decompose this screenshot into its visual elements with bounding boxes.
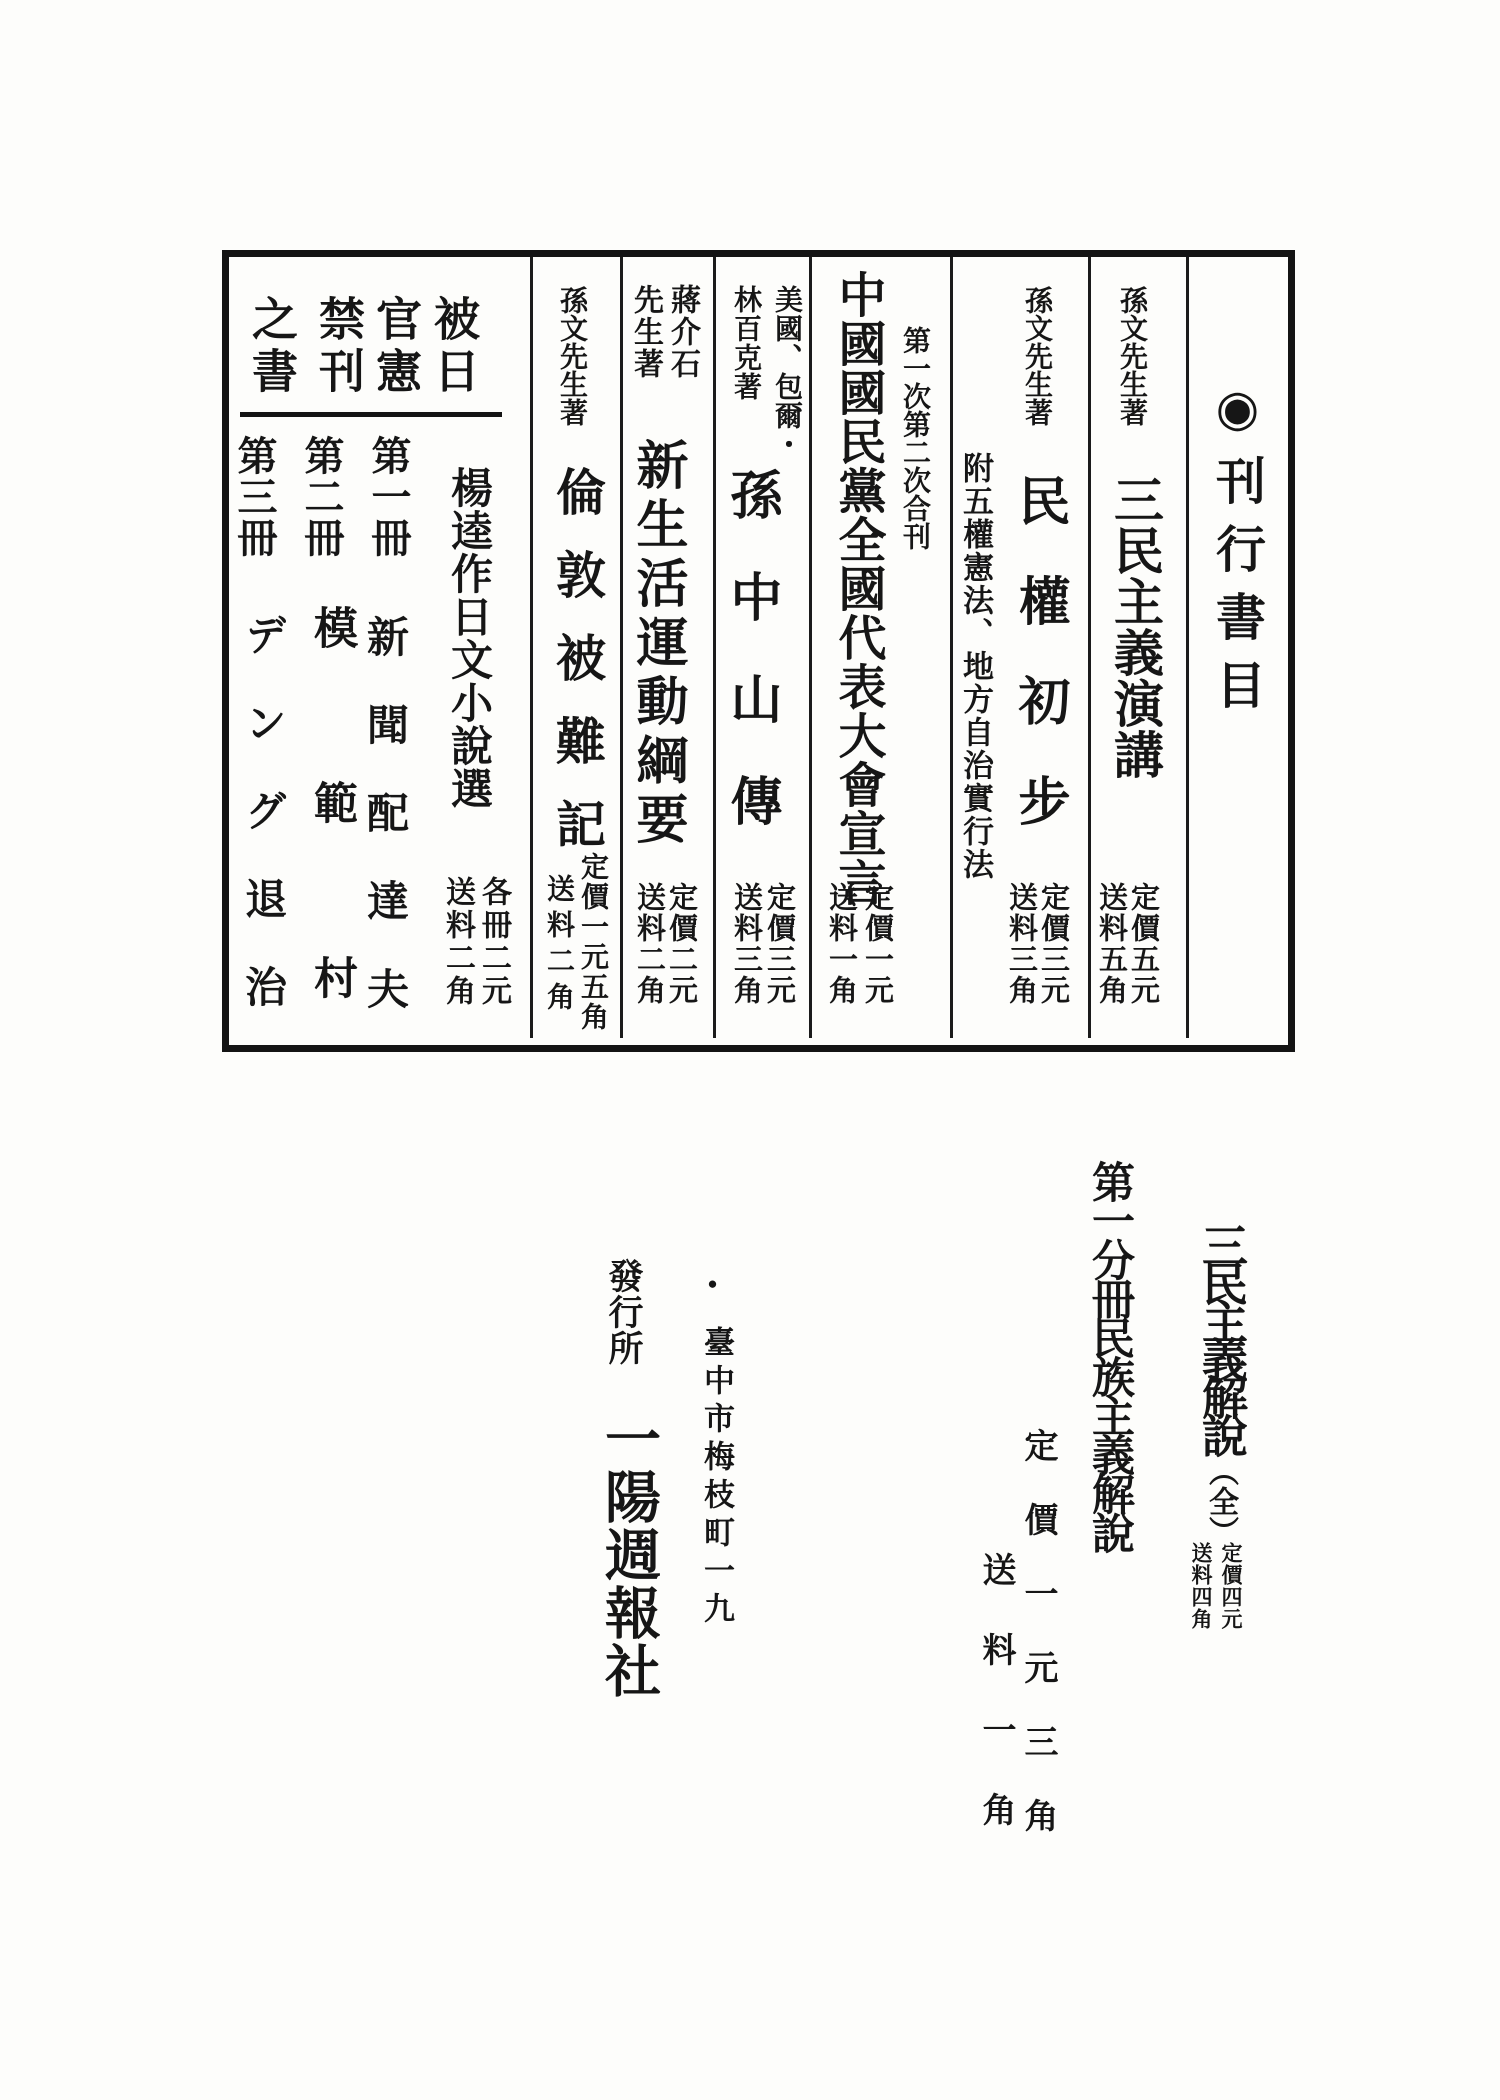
book-postage: 送料二角 [633, 882, 665, 1006]
fascicle-price: 定價一元三角 [1019, 1428, 1056, 1872]
series-title: 楊逵作日文小說選 [445, 466, 491, 810]
featured-volume-mark: （全） [1204, 1456, 1237, 1546]
column-divider [809, 257, 812, 1038]
volume-label: 第三冊 [232, 435, 277, 558]
fascicle-postage: 送料一角 [977, 1552, 1014, 1872]
book-price: 定價三元 [1037, 882, 1069, 1006]
featured-postage: 送料四角 [1189, 1542, 1213, 1630]
book-edition-note: 第一次第二次合刊 [899, 326, 930, 550]
column-divider [1186, 257, 1189, 1038]
catalog-title [1209, 378, 1265, 727]
series-price: 各冊二元 [477, 876, 510, 1008]
book-postage: 送料三角 [1005, 882, 1037, 1006]
book-title: 新生活運動綱要 [628, 438, 685, 851]
publisher-name: 一陽週報社 [597, 1410, 659, 1700]
fascicle-title: 第一分冊民族主義解說 [1086, 1160, 1133, 1550]
bullet-icon: ● [703, 1274, 722, 1293]
book-postage: 送料一角 [825, 882, 857, 1006]
book-price: 定價二元 [665, 882, 697, 1006]
banned-heading-part: 禁刊 [313, 295, 364, 399]
column-divider [620, 257, 623, 1038]
column-divider [1088, 257, 1091, 1038]
volume-label: 第二冊 [299, 435, 344, 558]
book-author: 先生著 [629, 284, 662, 380]
volume-label: 第一冊 [366, 435, 411, 558]
banned-heading-part: 官憲 [370, 295, 421, 399]
book-title: 中國國民黨全國代表大會宣言 [831, 270, 884, 907]
book-price: 定價一元五角 [577, 852, 608, 1032]
book-author: 孫文先生著 [1021, 286, 1052, 426]
book-price: 定價五元 [1127, 882, 1159, 1006]
banned-heading-part: 之書 [246, 295, 297, 399]
series-postage: 送料二角 [441, 876, 474, 1008]
book-note: 附五權憲法、地方自治實行法 [958, 452, 993, 881]
book-author: 孫文先生著 [556, 286, 587, 426]
book-price: 定價三元 [763, 882, 795, 1006]
book-price: 定價一元 [861, 882, 893, 1006]
volume-name: デング退治 [239, 613, 285, 1053]
volume-name: 新聞配達夫 [361, 615, 407, 1055]
book-postage: 送料二角 [543, 874, 574, 1018]
book-author: 蔣介石 [666, 284, 699, 380]
publisher-address: 臺中市梅枝町一九 [699, 1326, 734, 1630]
catalog-title-text: 刊行書目 [1209, 455, 1265, 727]
book-title: 三民主義演講 [1107, 474, 1163, 780]
book-postage: 送料五角 [1095, 882, 1127, 1006]
book-author: 美國、包爾・ [771, 285, 802, 459]
book-postage: 送料三角 [730, 882, 762, 1006]
book-title: 倫敦被難記 [549, 466, 605, 881]
book-title: 孫中山傳 [722, 468, 779, 876]
featured-price: 定價四元 [1219, 1542, 1243, 1630]
publisher-label: 發行所 [604, 1258, 643, 1366]
bullseye-icon: ◉ [1209, 378, 1265, 455]
book-author: 林百克著 [730, 285, 761, 401]
column-divider [713, 257, 716, 1038]
book-author: 孫文先生著 [1116, 286, 1147, 426]
banned-heading-part: 被日 [428, 295, 479, 399]
book-title: 民權初步 [1010, 474, 1067, 874]
column-divider [950, 257, 953, 1038]
featured-title: 三民主義解說 [1196, 1222, 1247, 1450]
volume-name: 模範村 [307, 605, 356, 1130]
column-divider [530, 257, 533, 1038]
banned-section-rule [240, 412, 502, 417]
